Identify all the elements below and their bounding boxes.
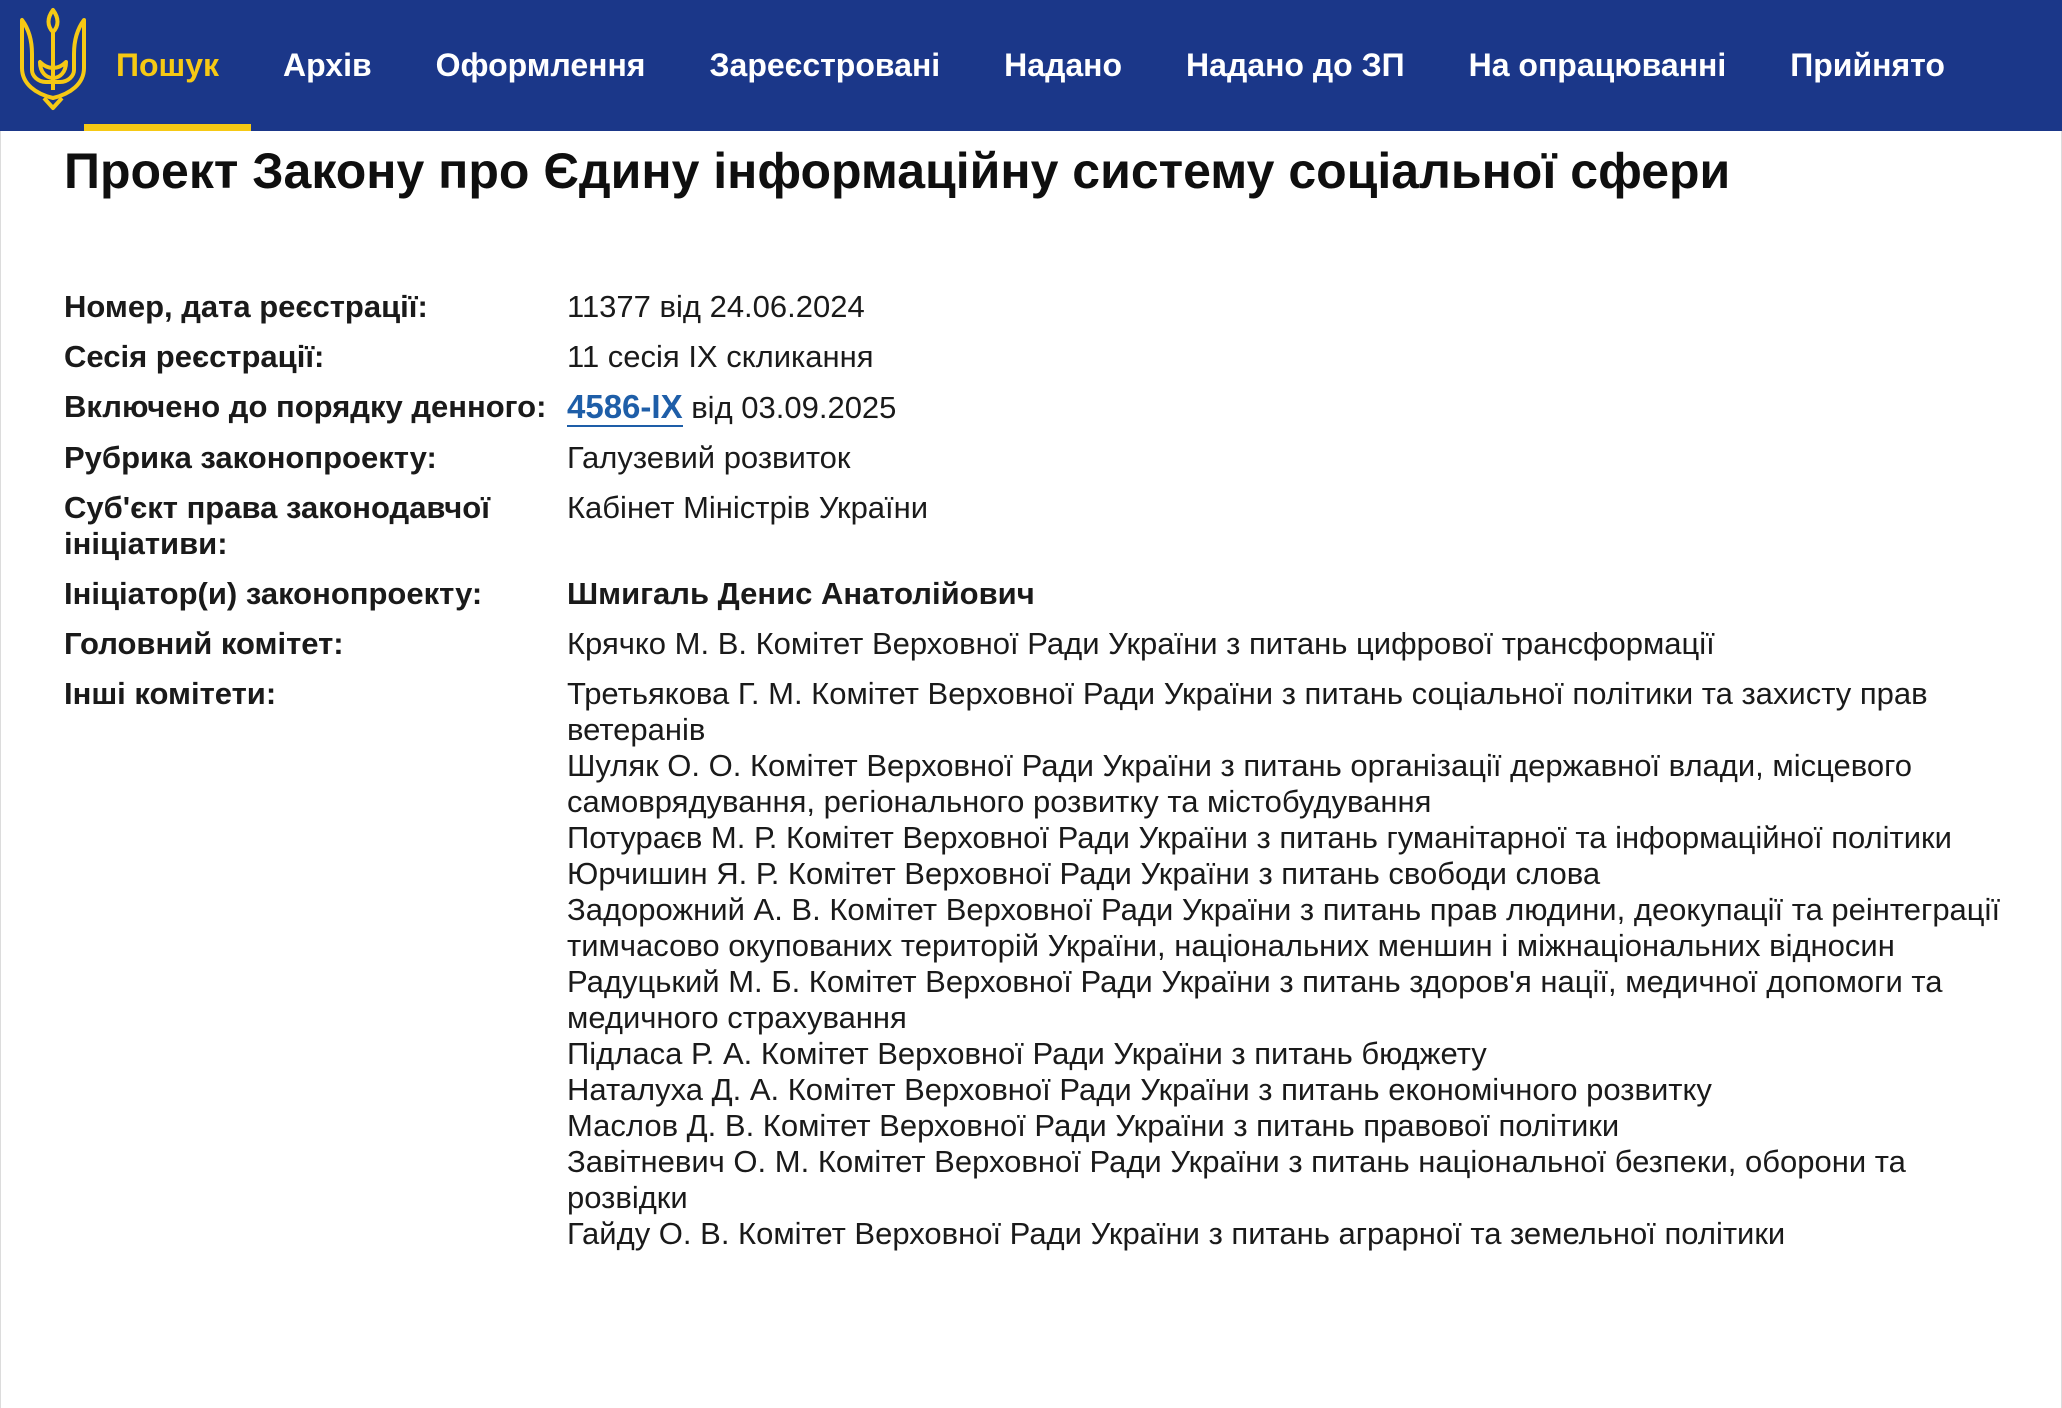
agenda-date: від 03.09.2025 — [682, 390, 897, 425]
info-label: Сесія реєстрації: — [64, 339, 325, 374]
active-tab-underline — [84, 124, 251, 131]
agenda-link[interactable]: 4586-IX — [567, 388, 683, 425]
list-item: Задорожний А. В. Комітет Верховної Ради України з питань прав людини, деокупації та реінтеграції тимчасово окупованих територій України, національних меншин і міжнаціональних відносин — [567, 892, 2001, 963]
nav-processing-formal[interactable] — [436, 0, 646, 131]
list-item: Гайду О. В. Комітет Верховної Ради України з питань аграрної та земельної політики — [567, 1216, 1786, 1251]
nav-search[interactable] — [116, 0, 219, 131]
ukraine-trident-icon[interactable] — [18, 6, 88, 112]
main-nav — [116, 0, 2009, 131]
bill-card — [0, 131, 2062, 1408]
rubric-value: Галузевий розвиток — [567, 440, 851, 475]
info-label: Суб'єкт права законодавчої ініціативи: — [64, 490, 490, 561]
info-label: Ініціатор(и) законопроекту: — [64, 576, 483, 611]
nav-adopted[interactable] — [1790, 0, 1945, 131]
list-item: Шуляк О. О. Комітет Верховної Ради України з питань організації державної влади, місцевого самоврядування, регіонального розвитку та містобудування — [567, 748, 1912, 819]
nav-in-review[interactable] — [1469, 0, 1727, 131]
info-row-rubric — [64, 440, 2024, 476]
other-committees-value — [567, 676, 2024, 1252]
list-item: Підласа Р. А. Комітет Верховної Ради України з питань бюджету — [567, 1036, 1487, 1071]
nav-registered-label: Зареєстровані — [709, 47, 941, 83]
other-committees-list — [567, 676, 2024, 1252]
nav-archive[interactable] — [283, 0, 372, 131]
session-value: 11 сесія IX скликання — [567, 339, 874, 374]
nav-in-review-label: На опрацюванні — [1468, 47, 1727, 83]
info-row-registration — [64, 289, 2024, 325]
nav-adopted-label: Прийнято — [1790, 47, 1945, 83]
info-row-subject — [64, 490, 2024, 562]
info-row-other-committees — [64, 676, 2024, 1252]
top-navigation-bar — [0, 0, 2062, 131]
main-committee-value: Крячко М. В. Комітет Верховної Ради України з питань цифрової трансформації — [567, 626, 1715, 661]
registration-value: 11377 від 24.06.2024 — [567, 289, 865, 324]
list-item: Потураєв М. Р. Комітет Верховної Ради України з питань гуманітарної та інформаційної політики — [567, 820, 1952, 855]
info-label: Головний комітет: — [64, 626, 344, 661]
list-item: Юрчишин Я. Р. Комітет Верховної Ради України з питань свободи слова — [567, 856, 1601, 891]
info-label: Інші комітети: — [64, 676, 277, 711]
info-row-initiator — [64, 576, 2024, 612]
nav-archive-label: Архів — [283, 47, 372, 83]
list-item: Завітневич О. М. Комітет Верховної Ради України з питань національної безпеки, оборони та розвідки — [567, 1144, 1906, 1215]
info-row-agenda — [64, 389, 2024, 426]
list-item: Радуцький М. Б. Комітет Верховної Ради України з питань здоров'я нації, медичної допомоги та медичного страхування — [567, 964, 1943, 1035]
nav-registered[interactable] — [709, 0, 940, 131]
subject-value: Кабінет Міністрів України — [567, 490, 929, 525]
list-item: Маслов Д. В. Комітет Верховної Ради України з питань правової політики — [567, 1108, 1620, 1143]
info-label: Рубрика законопроекту: — [64, 440, 437, 475]
info-label: Включено до порядку денного: — [64, 389, 547, 424]
info-row-session — [64, 339, 2024, 375]
list-item: Наталуха Д. А. Комітет Верховної Ради України з питань економічного розвитку — [567, 1072, 1712, 1107]
bill-info — [64, 289, 2024, 1266]
nav-provided-label: Надано — [1004, 47, 1123, 83]
agenda-value — [567, 389, 2024, 426]
info-row-main-committee — [64, 626, 2024, 662]
list-item: Третьякова Г. М. Комітет Верховної Ради України з питань соціальної політики та захисту прав ветеранів — [567, 676, 1928, 747]
nav-provided-to-zp[interactable] — [1186, 0, 1405, 131]
nav-provided-to-zp-label: Надано до ЗП — [1186, 47, 1405, 83]
page-title: Проект Закону про Єдину інформаційну систему соціальної сфери — [64, 143, 1731, 199]
nav-search-label: Пошук — [116, 47, 220, 83]
nav-processing-formal-label: Оформлення — [435, 47, 646, 83]
info-label: Номер, дата реєстрації: — [64, 289, 428, 324]
initiator-value: Шмигаль Денис Анатолійович — [567, 576, 1035, 611]
nav-provided[interactable] — [1004, 0, 1122, 131]
